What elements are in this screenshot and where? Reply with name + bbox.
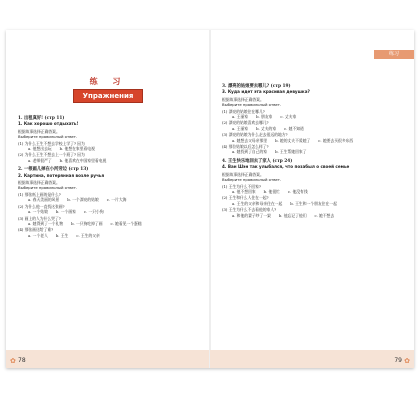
answer-option[interactable]: c. 王生的父亲 — [76, 232, 100, 238]
instruction-ru: Выберите правильный ответ. — [18, 134, 78, 140]
answer-option[interactable]: c. 她不想去 — [314, 212, 335, 218]
instruction-ru: Выберите правильный ответ. — [222, 177, 282, 183]
flower-ornament-icon: ✿ — [404, 357, 410, 365]
section-title-zh: 2. 一根画儿掉在小河旁边 (стр 13) — [18, 167, 89, 173]
answer-option[interactable]: c. 他没有钱 — [287, 188, 308, 194]
question: (1) 漂亮的姑娘住在哪儿? — [222, 108, 265, 114]
answer-option[interactable]: b. 丈夫的家 — [256, 125, 277, 131]
answer-option[interactable]: a. 老师很严了 — [28, 157, 52, 163]
section-title-ru: 2. Картина, потерянная возле ручья — [18, 172, 105, 178]
title-russian: Упражнения — [73, 89, 143, 103]
instruction-zh: 根据故事选择正确答案。 — [18, 128, 60, 134]
page-number-right: 79 — [394, 357, 402, 364]
book-spread — [6, 30, 414, 368]
section-title-ru: 1. Как хорошо отдыхать! — [18, 121, 79, 127]
instruction-ru: Выберите правильный ответ. — [18, 185, 78, 191]
answer-option[interactable]: b. 她的丈夫不爱她了 — [275, 137, 311, 143]
answer-option[interactable]: b. 一个画家 — [55, 209, 76, 215]
question: (2) 为什么王生不想去上一个班了? 因为 — [18, 152, 85, 158]
left-exercises — [18, 112, 200, 238]
question: (4) 那位姑娘以后怎么样了? — [222, 144, 269, 150]
answer-option[interactable]: a. 她得到了一个礼物 — [28, 220, 64, 226]
answer-option[interactable]: a. 一个姑娘 — [28, 209, 48, 215]
answer-option[interactable]: b. 他想在家里看电视 — [59, 146, 95, 152]
answer-options — [18, 146, 200, 151]
answer-option[interactable]: b. 王生帮她回家了 — [275, 149, 307, 155]
answer-option[interactable]: c. 她不知道 — [284, 125, 304, 131]
answer-option[interactable]: a. 他想出去玩 — [28, 146, 52, 152]
answer-options — [222, 114, 404, 119]
left-page — [6, 30, 210, 368]
answer-option[interactable]: c. 一片大海 — [106, 197, 127, 203]
instruction-zh: 根据故事选择正确答案。 — [222, 171, 264, 177]
answer-option[interactable]: b. 一个漂亮的姑娘 — [67, 197, 99, 203]
answer-option[interactable]: b. 他忘记了他们 — [278, 212, 307, 218]
question: (4) 那张画送给了谁? — [18, 227, 54, 233]
instruction-ru: Выберите правильный ответ. — [222, 102, 282, 108]
answer-options — [18, 197, 200, 202]
answer-option[interactable]: c. 丈夫家 — [280, 114, 297, 120]
answer-options — [18, 158, 200, 163]
header-tab: 练习 — [374, 50, 414, 59]
instruction-zh: 根据故事选择正确答案。 — [222, 96, 264, 102]
answer-options — [18, 233, 200, 238]
answer-option[interactable]: a. 她找到了自己的家 — [232, 149, 268, 155]
answer-option[interactable]: b. 朋友家 — [256, 114, 273, 120]
question: (1) 为什么王生不想去学校上学了? 因为 — [18, 140, 85, 146]
answer-options — [222, 189, 404, 194]
right-exercises — [222, 80, 404, 218]
question: (3) 漂亮的姑娘为什么走去很远的地方? — [222, 132, 288, 138]
title-chinese: 练 习 — [89, 76, 127, 86]
question: (2) 为什么他一直找这张画? — [18, 203, 65, 209]
answer-option[interactable]: c. 她看见一个蛋糕 — [110, 220, 142, 226]
answer-option[interactable]: a. 她想去父母亲那里 — [232, 137, 268, 143]
answer-option[interactable]: b. 王生和一个朋友住在一起 — [290, 200, 337, 206]
right-page — [210, 30, 414, 368]
exercises-title — [73, 76, 143, 103]
page-number-left: 78 — [18, 357, 26, 364]
answer-option[interactable]: a. 一个老人 — [28, 232, 48, 238]
answer-options — [222, 138, 404, 143]
section-title-zh: 1. 出租真好! (стр 11) — [18, 116, 65, 121]
section-title-zh: 4. 王生快乐地回去了家人 (стр 24) — [222, 158, 293, 164]
left-footer — [6, 350, 210, 368]
section-title-zh: 3. 漂亮的姑娘要去哪儿? (стр 19) — [222, 84, 291, 89]
answer-option[interactable]: c. 她要去买很多东西 — [318, 137, 354, 143]
answer-option[interactable]: b. 一只狗吃掉了画 — [71, 220, 103, 226]
section-title-ru: 3. Куда идет эта красивая девушка? — [222, 89, 310, 95]
answer-options — [222, 149, 404, 154]
answer-option[interactable]: a. 他不想回家 — [232, 188, 256, 194]
answer-options — [222, 126, 404, 131]
answer-option[interactable]: a. 王生的父亲和母亲住在一起 — [232, 200, 283, 206]
answer-option[interactable]: a. 春天美丽的风景 — [28, 197, 60, 203]
flower-ornament-icon: ✿ — [10, 357, 16, 365]
answer-option[interactable]: a. 和他的妻子吵了一架 — [232, 212, 271, 218]
section-title-ru: 4. Ван Шэн так улыбался, что позабыл о своей семье — [222, 164, 350, 170]
instruction-zh: 根据故事选择正确答案。 — [18, 180, 60, 186]
question: (2) 王生和什么人住在一起? — [222, 195, 269, 201]
answer-option[interactable]: b. 王生 — [55, 232, 69, 238]
answer-options — [222, 201, 404, 206]
answer-option[interactable]: a. 王丽家 — [232, 125, 249, 131]
question: (3) 王生为什么不去看他的家人? — [222, 207, 277, 213]
answer-options — [18, 209, 200, 214]
question: (1) 那张纸上画的是什么? — [18, 191, 61, 197]
question: (1) 王生为什么不回家? — [222, 183, 261, 189]
answer-options — [222, 213, 404, 218]
question: (3) 画上的人为什么哭了? — [18, 215, 61, 221]
answer-option[interactable]: b. 他很忙 — [263, 188, 280, 194]
answer-options — [18, 221, 200, 226]
answer-option[interactable]: a. 王丽家 — [232, 114, 249, 120]
question: (2) 漂亮的姑娘喜欢去哪儿? — [222, 120, 269, 126]
right-footer — [210, 350, 414, 368]
answer-option[interactable]: b. 他喜欢在中国家里看电视 — [59, 157, 107, 163]
answer-option[interactable]: c. 一只小狗 — [83, 209, 104, 215]
